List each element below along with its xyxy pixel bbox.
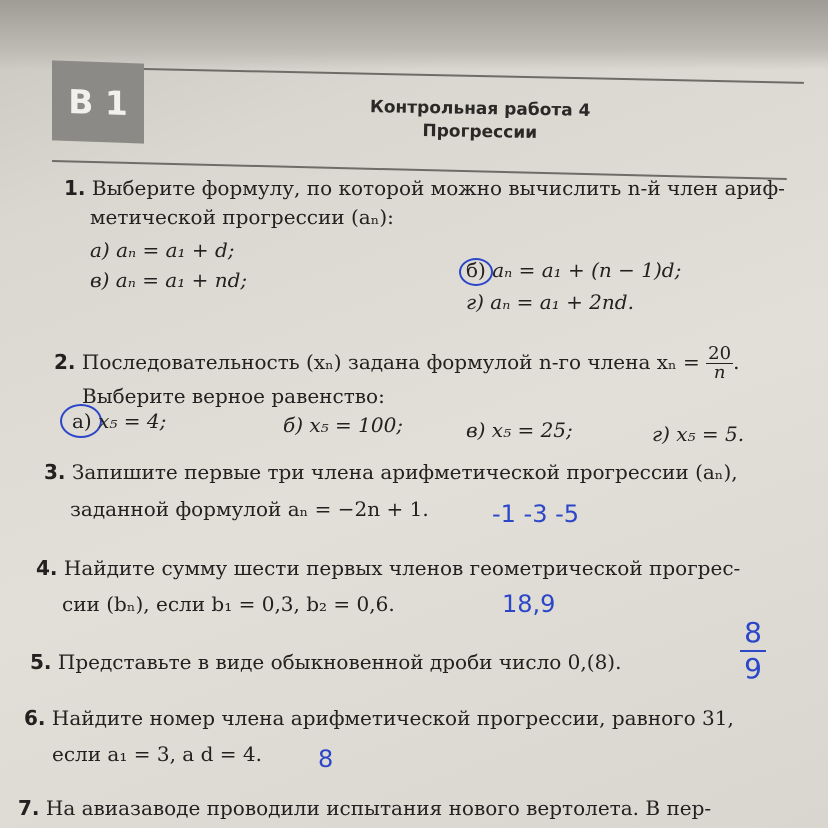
q7-number: 7. <box>18 796 40 820</box>
q4-handwritten-answer: 18,9 <box>502 590 556 618</box>
q1-option-a: а) aₙ = a₁ + d; <box>90 238 235 262</box>
q2-fraction-denominator: n <box>713 362 726 383</box>
q3-line-1 <box>44 460 738 484</box>
q1-option-g: г) aₙ = a₁ + 2nd. <box>466 290 634 314</box>
q1-option-b-formula: aₙ = a₁ + (n − 1)d; <box>492 258 682 282</box>
q6-handwritten-answer: 8 <box>318 745 334 773</box>
q2-option-b: б) x₅ = 100; <box>283 413 404 437</box>
q6-text-1: Найдите номер члена арифметической прогрессии, равного 31, <box>51 706 734 730</box>
q2-option-a <box>72 409 166 433</box>
q2-text-2: Выберите верное равенство: <box>82 384 385 408</box>
q2-text-1: Последовательность (xₙ) задана формулой n-го члена xₙ = <box>81 350 700 374</box>
q3-handwritten-answer: -1 -3 -5 <box>492 500 580 528</box>
q2-fraction <box>706 345 733 382</box>
q2-option-g: г) x₅ = 5. <box>652 422 745 446</box>
q7-text-1: На авиазаводе проводили испытания нового вертолета. В пер- <box>45 796 712 820</box>
q2-fraction-tail: . <box>733 350 740 374</box>
q4-text-2: сии (bₙ), если b₁ = 0,3, b₂ = 0,6. <box>62 592 395 616</box>
q2-line-1 <box>54 345 739 382</box>
q3-number: 3. <box>44 460 66 484</box>
q6-text-2: если a₁ = 3, а d = 4. <box>52 742 262 766</box>
q2-option-v: в) x₅ = 25; <box>466 418 573 442</box>
q2-option-a-label: а) <box>72 409 92 433</box>
q3-text-1: Запишите первые три члена арифметической прогрессии (aₙ), <box>71 460 738 484</box>
q1-line-1 <box>64 176 785 200</box>
page-shadow <box>0 0 828 70</box>
q5-handwritten-answer <box>740 618 766 684</box>
q1-option-v: в) aₙ = a₁ + nd; <box>90 268 248 292</box>
q5-answer-numerator: 8 <box>744 616 762 649</box>
q1-text-2: метической прогрессии (aₙ): <box>90 205 394 229</box>
title-line-1: Контрольная работа 4 <box>369 97 591 121</box>
q1-option-b-label: б) <box>466 258 486 282</box>
q1-number: 1. <box>64 176 86 200</box>
q2-number: 2. <box>54 350 76 374</box>
q6-line-1 <box>24 706 734 730</box>
variant-badge <box>52 60 144 143</box>
q1-option-b <box>466 258 681 282</box>
q5-answer-denominator: 9 <box>744 652 762 685</box>
q3-text-2: заданной формулой aₙ = −2n + 1. <box>70 497 429 521</box>
q5-text-1: Представьте в виде обыкновенной дроби число 0,(8). <box>57 650 622 674</box>
q2-option-a-formula: x₅ = 4; <box>98 409 167 433</box>
q1-text-1: Выберите формулу, по которой можно вычислить n-й член ариф- <box>91 176 785 200</box>
q5-line-1 <box>30 650 621 674</box>
variant-badge-label: В 1 <box>68 81 128 123</box>
q6-number: 6. <box>24 706 46 730</box>
header-divider-top <box>144 68 804 84</box>
q4-line-1 <box>36 556 740 580</box>
page-title <box>330 95 631 146</box>
q4-text-1: Найдите сумму шести первых членов геометрической прогрес- <box>63 556 741 580</box>
q7-line-1 <box>18 796 711 820</box>
q4-number: 4. <box>36 556 58 580</box>
title-line-2: Прогрессии <box>422 120 538 143</box>
q5-number: 5. <box>30 650 52 674</box>
q2-fraction-numerator: 20 <box>708 343 732 364</box>
